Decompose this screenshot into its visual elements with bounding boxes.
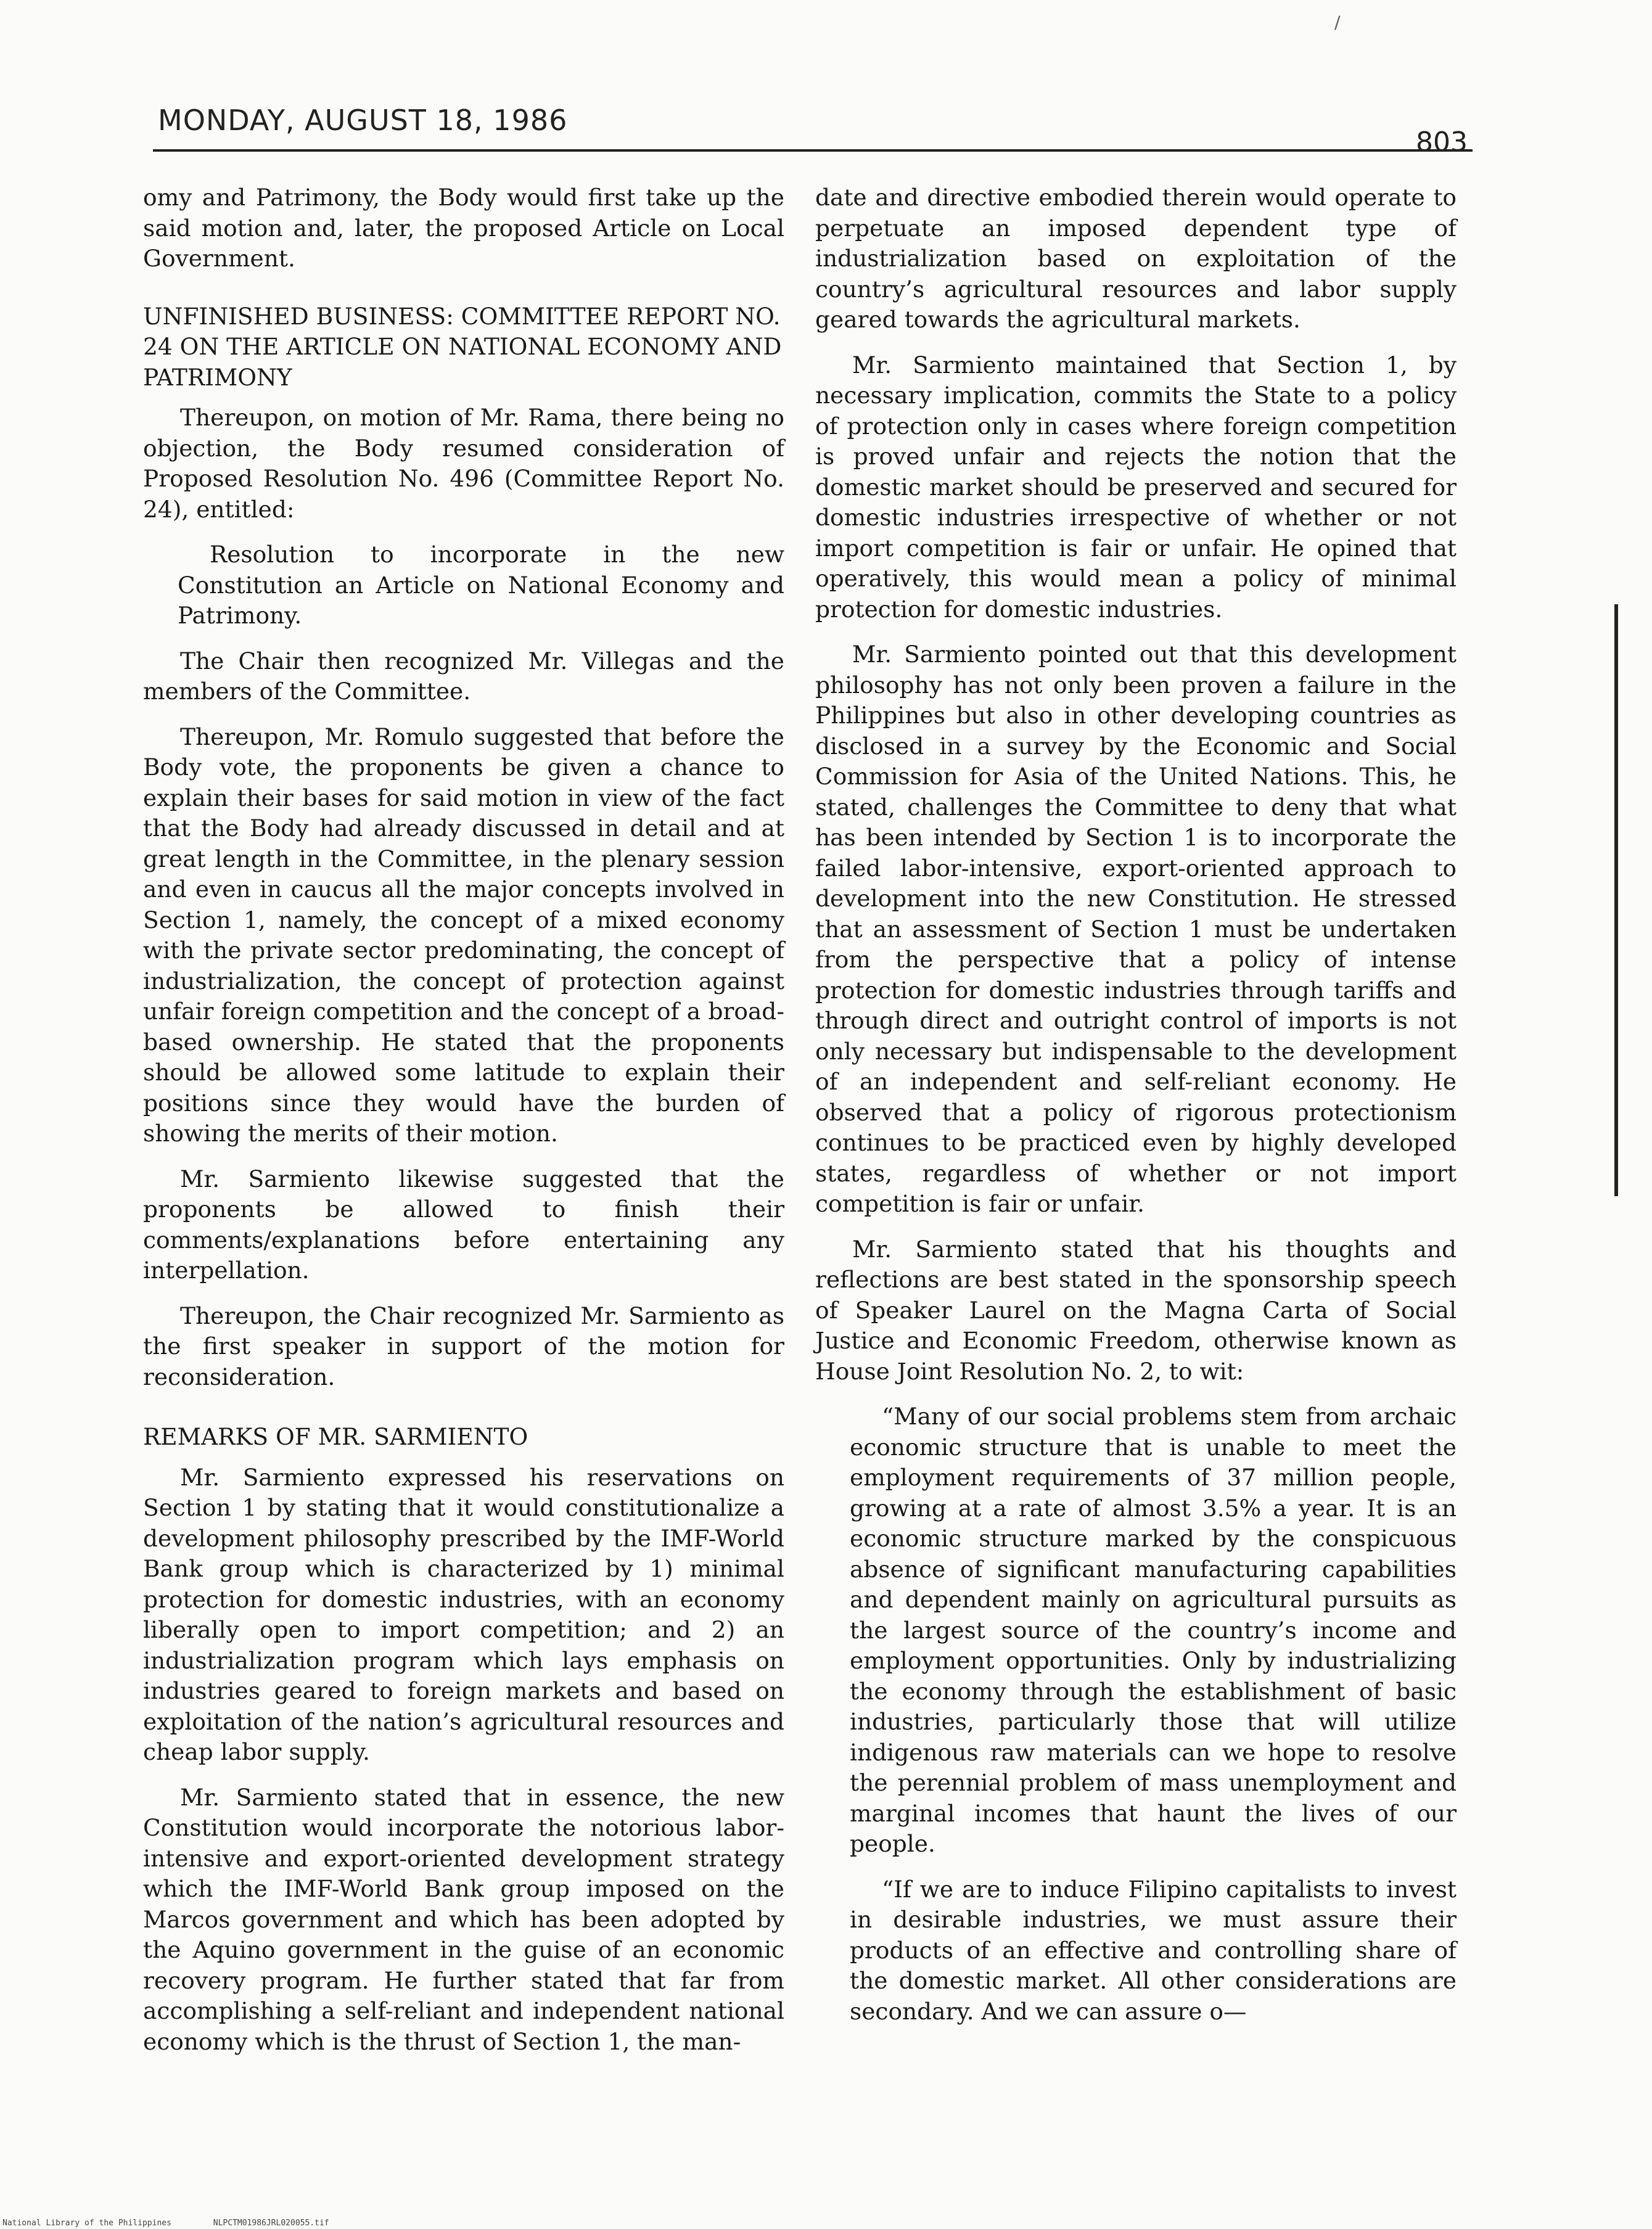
paragraph: Mr. Sarmiento expressed his reservations on Section 1 by stating that it would constitutionalize a development philosophy prescribed by the IMF-World Bank group which is characterized by 1) minimal protection for domestic industries, with an economy liberally open to import competition; and 2) an industrialization program which lays emphasis on industries geared to foreign markets and based on exploitation of the nation’s agricultural resources and cheap labor supply.: [143, 1463, 784, 1765]
scan-footer: [2, 2219, 366, 2228]
paragraph: Mr. Sarmiento likewise suggested that the proponents be allowed to finish their comments/explanations before entertaining any interpellation.: [143, 1165, 784, 1284]
margin-bar: [1614, 604, 1618, 1196]
paragraph: Thereupon, on motion of Mr. Rama, there being no objection, the Body resumed consideration of Proposed Resolution No. 496 (Committee Report No. 24), entitled:: [143, 404, 784, 523]
footer-file-id: NLPCTM01986JRL020055.tif: [213, 2219, 329, 2228]
paragraph: Mr. Sarmiento stated that in essence, the new Constitution would incorporate the notorious labor-intensive and export-oriented development strategy which the IMF-World Bank group imposed on the Marcos government and which has been adopted by the Aquino government in the guise of an economic recovery program. He further stated that far from accomplishing a self-reliant and independent national economy which is the thrust of Section 1, the man-: [143, 1783, 784, 2055]
paragraph: Mr. Sarmiento maintained that Section 1, by necessary implication, commits the State to a policy of protection only in cases where foreign competition is proved unfair and rejects the notion that the domestic market should be preserved and secured for domestic industries irrespective of whether or not import competition is fair or unfair. He opined that operatively, this would mean a policy of minimal protection for domestic industries.: [815, 351, 1457, 623]
paragraph: Thereupon, Mr. Romulo suggested that before the Body vote, the proponents be given a chance to explain their bases for said motion in view of the fact that the Body had already discussed in detail and at great length in the Committee, in the plenary session and even in caucus all the major concepts involved in Section 1, namely, the concept of a mixed economy with the private sector predominating, the concept of industrialization, the concept of protection against unfair foreign competition and the concept of a broad-based ownership. He stated that the proponents should be allowed some latitude to explain their positions since they would have the burden of showing the merits of their motion.: [143, 723, 784, 1147]
paragraph: omy and Patrimony, the Body would first take up the said motion and, later, the proposed Article on Local Government.: [143, 184, 784, 272]
header-rule: [153, 149, 1473, 152]
paragraph: The Chair then recognized Mr. Villegas and the members of the Committee.: [143, 647, 784, 705]
block-quote: “Many of our social problems stem from archaic economic structure that is unable to meet the employment requirements of 37 million people, growing at a rate of almost 3.5% a year. It is an economic structure marked by the conspicuous absence of significant manufacturing capabilities and dependent mainly on agricultural pursuits as the largest source of the country’s income and employment opportunities. Only by industrializing the economy through the establishment of basic industries, particularly those that will utilize indigenous raw materials can we hope to resolve the perennial problem of mass unemployment and marginal incomes that haunt the lives of our people.: [850, 1403, 1457, 1857]
block-quote: “If we are to induce Filipino capitalists to invest in desirable industries, we must assure their products of an effective and controlling share of the domestic market. All other considerations are secondary. And we can assure o—: [850, 1875, 1457, 2025]
section-heading: UNFINISHED BUSINESS: COMMITTEE REPORT NO. 24 ON THE ARTICLE ON NATIONAL ECONOMY AND PATRIMONY: [143, 302, 782, 391]
page-date: MONDAY, AUGUST 18, 1986: [158, 104, 568, 137]
scan-mark: /: [1334, 12, 1341, 33]
section-heading: REMARKS OF MR. SARMIENTO: [143, 1423, 528, 1450]
page-number: 803: [1416, 126, 1468, 158]
left-column: [143, 183, 784, 2072]
paragraph: date and directive embodied therein would operate to perpetuate an imposed dependent type of industrialization based on exploitation of the country’s agricultural resources and labor supply geared towards the agricultural markets.: [815, 184, 1457, 333]
paragraph: Mr. Sarmiento pointed out that this development philosophy has not only been proven a failure in the Philippines but also in other developing countries as disclosed in a survey by the Economic and Social Commission for Asia of the United Nations. This, he stated, challenges the Committee to deny that what has been intended by Section 1 is to incorporate the failed labor-intensive, export-oriented approach to development into the new Constitution. He stressed that an assessment of Section 1 must be undertaken from the perspective that a policy of intense protection for domestic industries through tariffs and through direct and outright control of imports is not only necessary but indispensable to the development of an independent and self-reliant economy. He observed that a policy of rigorous protectionism continues to be practiced even by highly developed states, regardless of whether or not import competition is fair or unfair.: [815, 641, 1457, 1217]
footer-library: National Library of the Philippines: [2, 2219, 171, 2228]
block-quote: Resolution to incorporate in the new Constitution an Article on National Economy and Patrimony.: [178, 541, 784, 629]
paragraph: Mr. Sarmiento stated that his thoughts and reflections are best stated in the sponsorship speech of Speaker Laurel on the Magna Carta of Social Justice and Economic Freedom, otherwise known as House Joint Resolution No. 2, to wit:: [815, 1235, 1457, 1385]
right-column: [815, 183, 1457, 2042]
paragraph: Thereupon, the Chair recognized Mr. Sarmiento as the first speaker in support of the motion for reconsideration.: [143, 1302, 784, 1390]
